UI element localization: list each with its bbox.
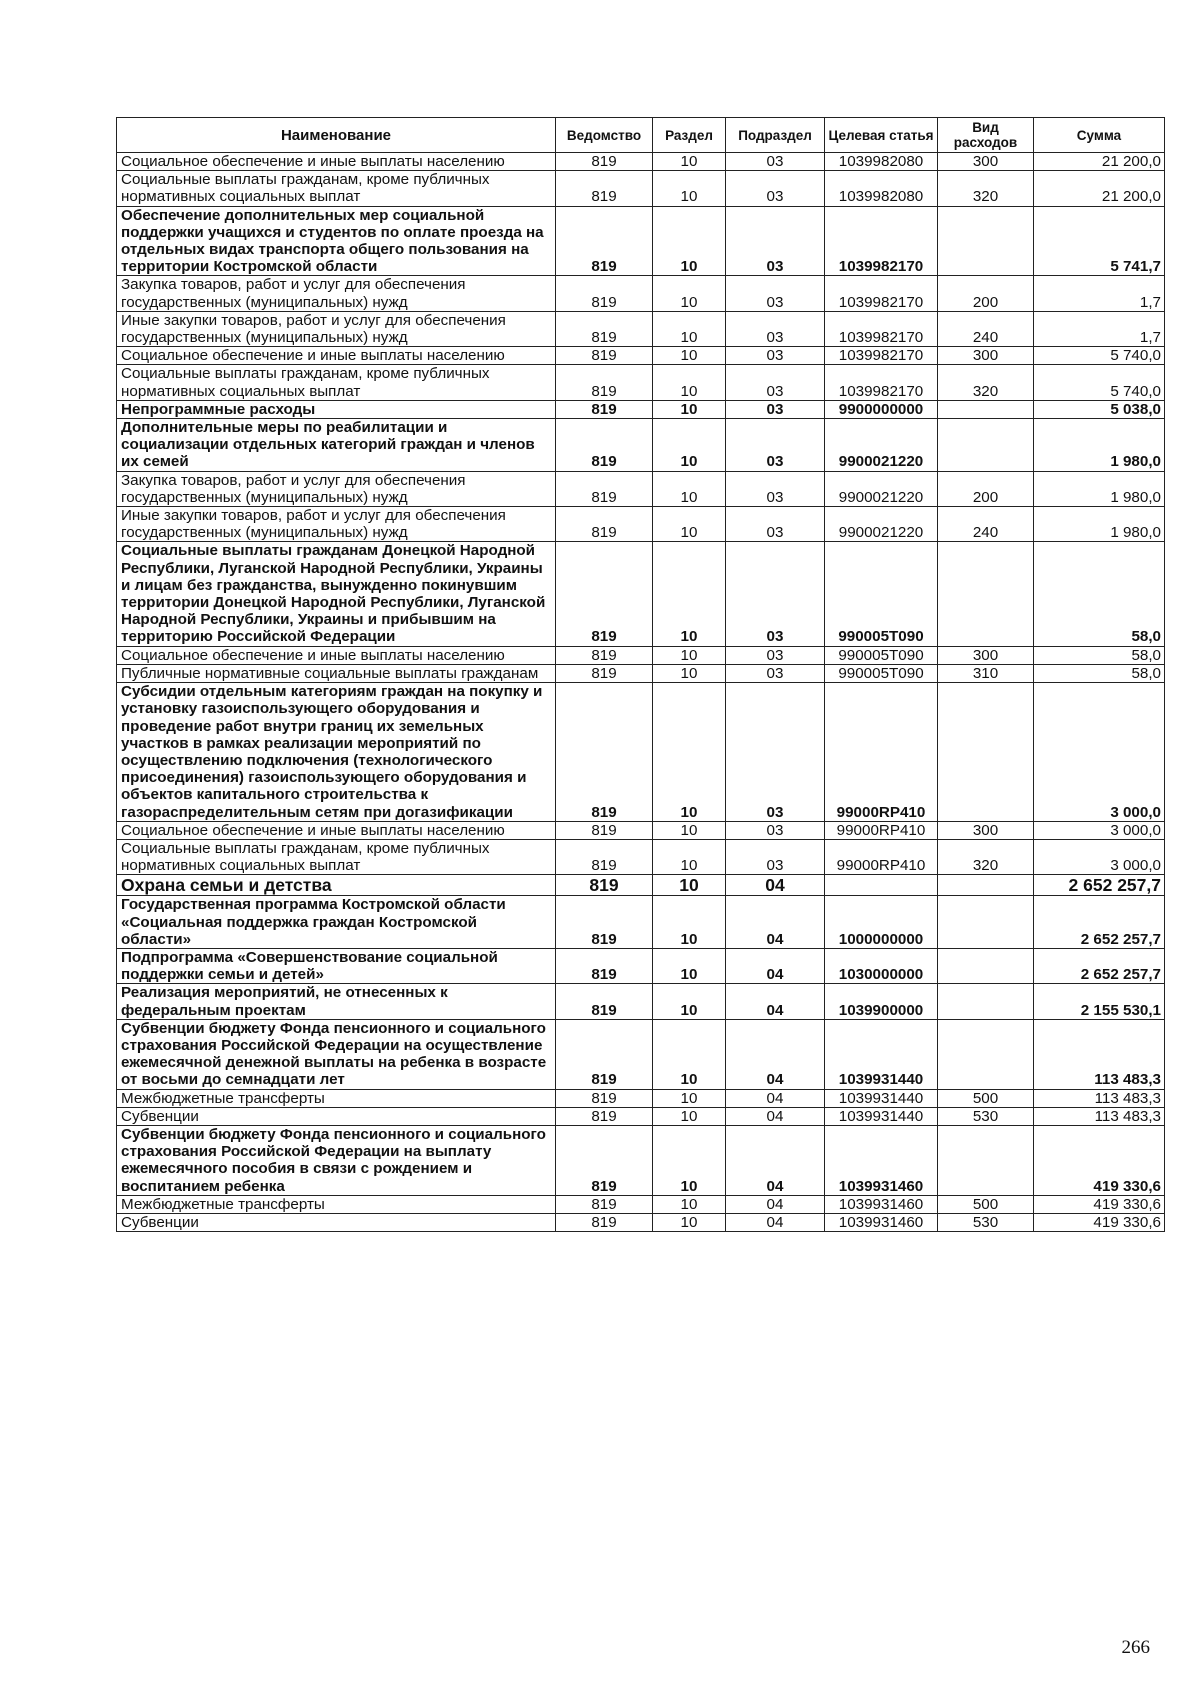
cell-section: 10: [653, 365, 726, 400]
table-row: [117, 1089, 1165, 1107]
cell-target-article: 990005Т090: [825, 542, 938, 646]
cell-name: Межбюджетные трансферты: [117, 1089, 556, 1107]
cell-amount: 58,0: [1034, 664, 1165, 682]
cell-name: Социальные выплаты гражданам, кроме публичных нормативных социальных выплат: [117, 839, 556, 874]
cell-subsection: 03: [726, 400, 825, 418]
cell-amount: 5 741,7: [1034, 206, 1165, 276]
cell-amount: 2 652 257,7: [1034, 896, 1165, 949]
table-row: [117, 948, 1165, 983]
cell-section: 10: [653, 347, 726, 365]
table-row: [117, 419, 1165, 472]
cell-name: Субвенции бюджету Фонда пенсионного и социального страхования Российской Федерации на осуществление ежемесячной денежной выплаты на ребенка в возрасте от восьми до семнадцати лет: [117, 1019, 556, 1089]
cell-amount: 113 483,3: [1034, 1089, 1165, 1107]
table-row: [117, 471, 1165, 506]
cell-target-article: 1039982170: [825, 206, 938, 276]
cell-target-article: 1030000000: [825, 948, 938, 983]
cell-target-article: 1039982170: [825, 311, 938, 346]
cell-target-article: 1039931460: [825, 1125, 938, 1195]
cell-subsection: 04: [726, 1195, 825, 1213]
cell-expense-type: 310: [938, 664, 1034, 682]
cell-amount: 1,7: [1034, 311, 1165, 346]
cell-section: 10: [653, 896, 726, 949]
cell-department: 819: [556, 471, 653, 506]
cell-expense-type: [938, 984, 1034, 1019]
cell-amount: 419 330,6: [1034, 1213, 1165, 1231]
cell-subsection: 03: [726, 821, 825, 839]
table-row: [117, 896, 1165, 949]
cell-target-article: 1039982170: [825, 347, 938, 365]
cell-subsection: 04: [726, 896, 825, 949]
table-row: [117, 206, 1165, 276]
cell-expense-type: [938, 400, 1034, 418]
cell-expense-type: 320: [938, 839, 1034, 874]
header-department: Ведомство: [556, 118, 653, 153]
cell-section: 10: [653, 875, 726, 896]
cell-subsection: 04: [726, 1107, 825, 1125]
cell-expense-type: 240: [938, 507, 1034, 542]
cell-section: 10: [653, 839, 726, 874]
cell-target-article: 990005Т090: [825, 664, 938, 682]
cell-department: 819: [556, 1107, 653, 1125]
cell-amount: 2 652 257,7: [1034, 948, 1165, 983]
table-row: [117, 171, 1165, 206]
cell-section: 10: [653, 821, 726, 839]
cell-name: Субвенции бюджету Фонда пенсионного и социального страхования Российской Федерации на выплату ежемесячного пособия в связи с рождением и воспитанием ребенка: [117, 1125, 556, 1195]
table-row: [117, 153, 1165, 171]
table-row: [117, 1019, 1165, 1089]
cell-amount: 58,0: [1034, 542, 1165, 646]
cell-name: Субвенции: [117, 1213, 556, 1231]
budget-table: [116, 117, 1165, 1232]
cell-subsection: 03: [726, 206, 825, 276]
cell-subsection: 04: [726, 875, 825, 896]
cell-target-article: 1039931440: [825, 1107, 938, 1125]
cell-subsection: 03: [726, 419, 825, 472]
cell-amount: 21 200,0: [1034, 153, 1165, 171]
cell-target-article: 9900021220: [825, 507, 938, 542]
cell-name: Социальные выплаты гражданам, кроме публичных нормативных социальных выплат: [117, 365, 556, 400]
cell-subsection: 03: [726, 347, 825, 365]
cell-name: Социальные выплаты гражданам, кроме публичных нормативных социальных выплат: [117, 171, 556, 206]
cell-department: 819: [556, 542, 653, 646]
cell-target-article: [825, 875, 938, 896]
table-header-row: [117, 118, 1165, 153]
cell-department: 819: [556, 347, 653, 365]
cell-target-article: 1039982080: [825, 153, 938, 171]
cell-amount: 1 980,0: [1034, 471, 1165, 506]
cell-name: Иные закупки товаров, работ и услуг для обеспечения государственных (муниципальных) нужд: [117, 507, 556, 542]
cell-target-article: 1039931440: [825, 1089, 938, 1107]
cell-department: 819: [556, 821, 653, 839]
cell-target-article: 1039982170: [825, 365, 938, 400]
cell-name: Непрограммные расходы: [117, 400, 556, 418]
header-amount: Сумма: [1034, 118, 1165, 153]
cell-subsection: 03: [726, 542, 825, 646]
cell-target-article: 9900021220: [825, 419, 938, 472]
cell-expense-type: [938, 875, 1034, 896]
cell-expense-type: 320: [938, 171, 1034, 206]
cell-target-article: 99000RP410: [825, 683, 938, 822]
table-row: [117, 276, 1165, 311]
cell-section: 10: [653, 542, 726, 646]
header-target-article: Целевая статья: [825, 118, 938, 153]
table-row: [117, 311, 1165, 346]
cell-department: 819: [556, 365, 653, 400]
cell-target-article: 1039931460: [825, 1195, 938, 1213]
cell-subsection: 04: [726, 948, 825, 983]
cell-expense-type: 200: [938, 471, 1034, 506]
cell-section: 10: [653, 1195, 726, 1213]
cell-expense-type: [938, 1019, 1034, 1089]
cell-amount: 3 000,0: [1034, 821, 1165, 839]
cell-department: 819: [556, 683, 653, 822]
cell-amount: 1 980,0: [1034, 419, 1165, 472]
cell-section: 10: [653, 400, 726, 418]
table-row: [117, 507, 1165, 542]
cell-expense-type: [938, 206, 1034, 276]
cell-section: 10: [653, 311, 726, 346]
cell-expense-type: [938, 896, 1034, 949]
cell-expense-type: 500: [938, 1089, 1034, 1107]
cell-section: 10: [653, 471, 726, 506]
cell-expense-type: 300: [938, 347, 1034, 365]
cell-section: 10: [653, 1019, 726, 1089]
cell-subsection: 04: [726, 1213, 825, 1231]
cell-expense-type: [938, 683, 1034, 822]
cell-name: Публичные нормативные социальные выплаты гражданам: [117, 664, 556, 682]
cell-name: Подпрограмма «Совершенствование социальной поддержки семьи и детей»: [117, 948, 556, 983]
table-row: [117, 821, 1165, 839]
cell-section: 10: [653, 1125, 726, 1195]
cell-target-article: 99000RP410: [825, 839, 938, 874]
cell-name: Субвенции: [117, 1107, 556, 1125]
table-row: [117, 664, 1165, 682]
cell-subsection: 03: [726, 664, 825, 682]
cell-department: 819: [556, 948, 653, 983]
cell-department: 819: [556, 400, 653, 418]
cell-expense-type: 200: [938, 276, 1034, 311]
cell-subsection: 03: [726, 507, 825, 542]
cell-section: 10: [653, 419, 726, 472]
cell-section: 10: [653, 683, 726, 822]
cell-name: Иные закупки товаров, работ и услуг для обеспечения государственных (муниципальных) нужд: [117, 311, 556, 346]
cell-expense-type: [938, 419, 1034, 472]
cell-subsection: 03: [726, 171, 825, 206]
cell-subsection: 04: [726, 984, 825, 1019]
cell-department: 819: [556, 1213, 653, 1231]
cell-expense-type: 530: [938, 1213, 1034, 1231]
cell-target-article: 1039931440: [825, 1019, 938, 1089]
cell-subsection: 03: [726, 276, 825, 311]
cell-department: 819: [556, 984, 653, 1019]
cell-subsection: 03: [726, 153, 825, 171]
cell-department: 819: [556, 896, 653, 949]
cell-department: 819: [556, 646, 653, 664]
cell-name: Закупка товаров, работ и услуг для обеспечения государственных (муниципальных) нужд: [117, 471, 556, 506]
cell-amount: 113 483,3: [1034, 1107, 1165, 1125]
cell-section: 10: [653, 1089, 726, 1107]
cell-expense-type: 300: [938, 821, 1034, 839]
cell-amount: 3 000,0: [1034, 839, 1165, 874]
table-row: [117, 984, 1165, 1019]
cell-expense-type: [938, 1125, 1034, 1195]
cell-section: 10: [653, 948, 726, 983]
cell-subsection: 03: [726, 839, 825, 874]
cell-subsection: 03: [726, 311, 825, 346]
cell-amount: 113 483,3: [1034, 1019, 1165, 1089]
cell-target-article: 99000RP410: [825, 821, 938, 839]
cell-name: Межбюджетные трансферты: [117, 1195, 556, 1213]
cell-name: Реализация мероприятий, не отнесенных к федеральным проектам: [117, 984, 556, 1019]
cell-department: 819: [556, 839, 653, 874]
cell-expense-type: 300: [938, 153, 1034, 171]
page-number: 266: [1121, 1637, 1150, 1658]
cell-department: 819: [556, 1019, 653, 1089]
cell-expense-type: [938, 542, 1034, 646]
table-row: [117, 1125, 1165, 1195]
cell-name: Социальное обеспечение и иные выплаты населению: [117, 821, 556, 839]
cell-name: Дополнительные меры по реабилитации и социализации отдельных категорий граждан и членов их семей: [117, 419, 556, 472]
cell-name: Социальное обеспечение и иные выплаты населению: [117, 646, 556, 664]
table-row: [117, 542, 1165, 646]
cell-name: Охрана семьи и детства: [117, 875, 556, 896]
cell-department: 819: [556, 1195, 653, 1213]
table-row: [117, 839, 1165, 874]
cell-expense-type: 320: [938, 365, 1034, 400]
cell-name: Социальное обеспечение и иные выплаты населению: [117, 347, 556, 365]
cell-target-article: 9900000000: [825, 400, 938, 418]
cell-target-article: 1000000000: [825, 896, 938, 949]
cell-amount: 419 330,6: [1034, 1195, 1165, 1213]
cell-department: 819: [556, 664, 653, 682]
cell-subsection: 03: [726, 683, 825, 822]
cell-target-article: 1039982170: [825, 276, 938, 311]
cell-department: 819: [556, 311, 653, 346]
table-row: [117, 1107, 1165, 1125]
table-row: [117, 1213, 1165, 1231]
cell-department: 819: [556, 875, 653, 896]
table-row: [117, 683, 1165, 822]
cell-target-article: 9900021220: [825, 471, 938, 506]
cell-name: Субсидии отдельным категориям граждан на покупку и установку газоиспользующего оборудования и проведение работ внутри границ их земельных участков в рамках реализации мероприятий по осуществлению подключения (технологического присоединения) газоиспользующего оборудования и объектов капитального строительства к газораспределительным сетям при догазификации: [117, 683, 556, 822]
cell-expense-type: [938, 948, 1034, 983]
cell-amount: 1,7: [1034, 276, 1165, 311]
cell-section: 10: [653, 507, 726, 542]
cell-department: 819: [556, 276, 653, 311]
cell-department: 819: [556, 1089, 653, 1107]
table-row: [117, 1195, 1165, 1213]
cell-subsection: 03: [726, 365, 825, 400]
cell-subsection: 04: [726, 1089, 825, 1107]
cell-amount: 21 200,0: [1034, 171, 1165, 206]
table-row: [117, 875, 1165, 896]
cell-subsection: 03: [726, 471, 825, 506]
cell-amount: 419 330,6: [1034, 1125, 1165, 1195]
cell-section: 10: [653, 276, 726, 311]
cell-department: 819: [556, 206, 653, 276]
cell-amount: 5 740,0: [1034, 365, 1165, 400]
cell-section: 10: [653, 206, 726, 276]
cell-department: 819: [556, 1125, 653, 1195]
table-body: [117, 153, 1165, 1232]
cell-department: 819: [556, 419, 653, 472]
table-row: [117, 347, 1165, 365]
cell-target-article: 1039931460: [825, 1213, 938, 1231]
cell-name: Социальные выплаты гражданам Донецкой Народной Республики, Луганской Народной Республики, Украины и лицам без гражданства, вынужденно покинувшим территории Донецкой Народной Республики, Луганской Народной Республики, Украины и прибывшим на территорию Российской Федерации: [117, 542, 556, 646]
cell-expense-type: 300: [938, 646, 1034, 664]
cell-amount: 1 980,0: [1034, 507, 1165, 542]
cell-department: 819: [556, 153, 653, 171]
cell-section: 10: [653, 664, 726, 682]
cell-name: Обеспечение дополнительных мер социальной поддержки учащихся и студентов по оплате проезда на отдельных видах транспорта общего пользования на территории Костромской области: [117, 206, 556, 276]
header-name: Наименование: [117, 118, 556, 153]
table-row: [117, 365, 1165, 400]
cell-name: Социальное обеспечение и иные выплаты населению: [117, 153, 556, 171]
cell-expense-type: 530: [938, 1107, 1034, 1125]
cell-subsection: 04: [726, 1019, 825, 1089]
cell-amount: 2 652 257,7: [1034, 875, 1165, 896]
cell-target-article: 1039900000: [825, 984, 938, 1019]
cell-expense-type: 500: [938, 1195, 1034, 1213]
cell-amount: 3 000,0: [1034, 683, 1165, 822]
table-row: [117, 400, 1165, 418]
cell-section: 10: [653, 984, 726, 1019]
cell-name: Закупка товаров, работ и услуг для обеспечения государственных (муниципальных) нужд: [117, 276, 556, 311]
cell-section: 10: [653, 1107, 726, 1125]
header-expense-type: Вид расходов: [938, 118, 1034, 153]
cell-subsection: 03: [726, 646, 825, 664]
cell-amount: 2 155 530,1: [1034, 984, 1165, 1019]
cell-amount: 5 038,0: [1034, 400, 1165, 418]
header-subsection: Подраздел: [726, 118, 825, 153]
cell-target-article: 1039982080: [825, 171, 938, 206]
cell-name: Государственная программа Костромской области «Социальная поддержка граждан Костромской области»: [117, 896, 556, 949]
cell-section: 10: [653, 646, 726, 664]
table-row: [117, 646, 1165, 664]
cell-section: 10: [653, 171, 726, 206]
cell-amount: 58,0: [1034, 646, 1165, 664]
cell-section: 10: [653, 1213, 726, 1231]
cell-department: 819: [556, 507, 653, 542]
cell-section: 10: [653, 153, 726, 171]
cell-target-article: 990005Т090: [825, 646, 938, 664]
cell-department: 819: [556, 171, 653, 206]
cell-amount: 5 740,0: [1034, 347, 1165, 365]
cell-subsection: 04: [726, 1125, 825, 1195]
header-section: Раздел: [653, 118, 726, 153]
cell-expense-type: 240: [938, 311, 1034, 346]
